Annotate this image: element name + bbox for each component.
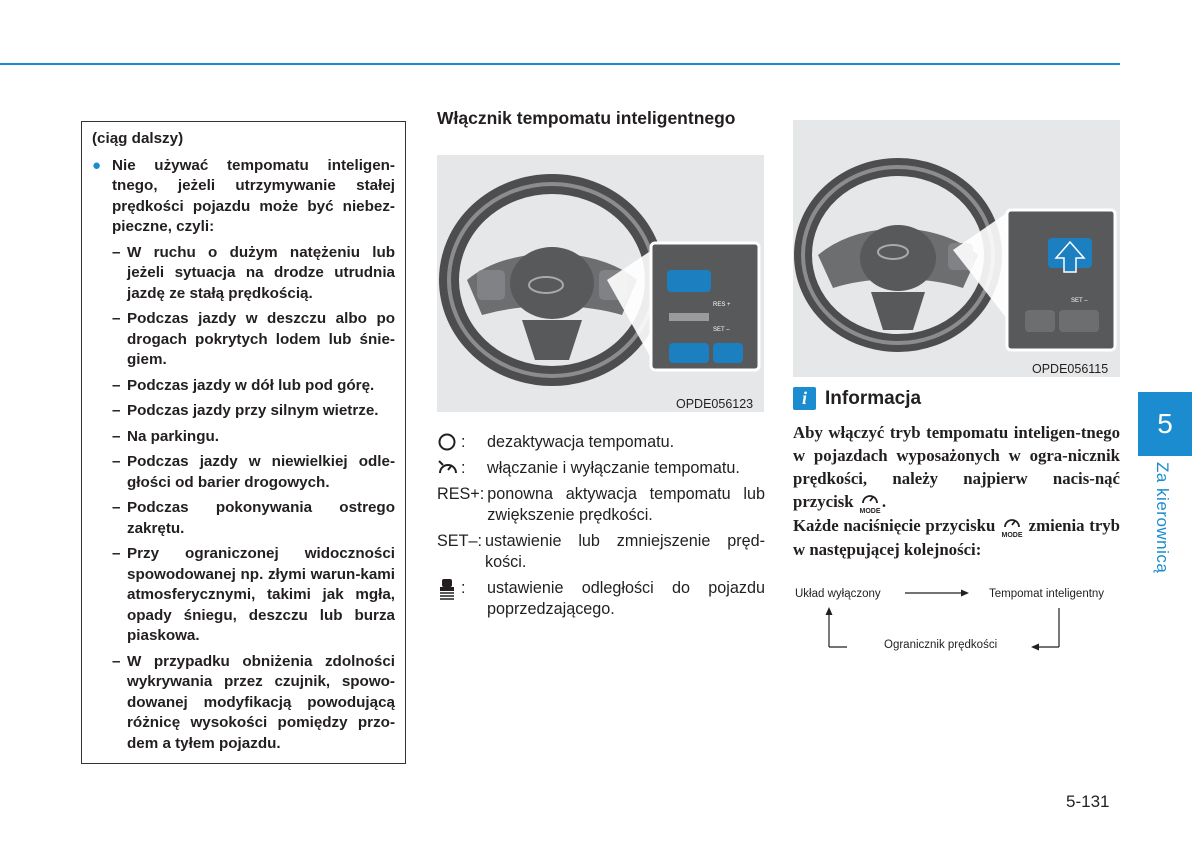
bullet-dot-icon: ● (92, 156, 102, 174)
mode-button-icon (1000, 516, 1024, 538)
steering-wheel-icon (793, 120, 1120, 377)
legend-row: SET–: ustawienie lub zmniejszenie pręd-kości. (437, 532, 765, 571)
info-paragraph: Aby włączyć tryb tempomatu inteligen-tnego w pojazdach wyposażonych w ogra-nicznik prędkości, należy najpierw nacis-nąć przycisk MODE . (793, 423, 1120, 515)
image-caption: OPDE056115 (1032, 362, 1109, 376)
warning-bullet-text: Nie używać tempomatu inteligen-tnego, jeżeli utrzymywanie stałej prędkości pojazdu może być niebez-pieczne, czyli: (112, 156, 395, 235)
svg-text:MODE: MODE (859, 508, 881, 515)
warning-item: – W ruchu o dużym natężeniu lub jeżeli sytuacja na drodze utrudnia jazdę ze stałą prędkością. (112, 243, 395, 302)
res-label: RES + (713, 302, 731, 308)
chapter-tab: 5 (1138, 392, 1192, 456)
info-body (793, 421, 1120, 561)
chapter-label: Za kierownicą (1153, 462, 1172, 574)
warning-box (81, 121, 406, 764)
info-header (793, 387, 921, 410)
warning-bullet (92, 156, 395, 238)
continued-label: (ciąg dalszy) (92, 130, 184, 147)
warning-item: – Podczas jazdy przy silnym wietrze. (112, 402, 379, 419)
legend-row: : ustawienie odległości do pojazdu poprzedzającego. (437, 578, 765, 620)
steering-wheel-mode-illustration (793, 120, 1120, 377)
state-limiter-label: Ogranicznik prędkości (884, 639, 998, 651)
set-label: SET – (1071, 298, 1088, 304)
header-rule (0, 63, 1120, 65)
state-smart-label: Tempomat inteligentny (989, 588, 1105, 600)
legend-row: : dezaktywacja tempomatu. (437, 432, 765, 453)
mode-button-icon (858, 492, 882, 514)
state-off-label: Układ wyłączony (795, 588, 881, 600)
steering-wheel-icon (437, 155, 764, 412)
legend-row: RES+: ponowna aktywacja tempomatu lub zwiększenie prędkości. (437, 485, 765, 524)
image-caption: OPDE056123 (676, 397, 754, 411)
warning-item: – Podczas jazdy w dół lub pod górę. (112, 376, 375, 394)
info-paragraph: Każde naciśnięcie przycisku MODE zmienia tryb w następującej kolejności: (793, 516, 1120, 560)
legend-row: : włączanie i wyłączanie tempomatu. (437, 458, 765, 479)
warning-item: – Na parkingu. (112, 427, 219, 445)
control-legend (437, 432, 765, 625)
info-title: Informacja (825, 387, 922, 409)
warning-item: – Podczas jazdy w niewielkiej odle-głości od barier drogowych. (112, 453, 395, 491)
section-heading: Włącznik tempomatu inteligentnego (437, 108, 736, 128)
info-icon: i (793, 387, 816, 410)
warning-item: – Podczas jazdy w deszczu albo po drogach pokrytych lodem lub śnie-giem. (112, 310, 395, 368)
warning-item: – Podczas pokonywania ostrego zakrętu. (112, 499, 395, 537)
warning-item: – W przypadku obniżenia zdolności wykrywania przez czujnik, spowo-dowanej modyfikacją powodującą różnicę wysokości pomiędzy przo-dem a tyłem pojazdu. (112, 652, 395, 752)
circle-icon (437, 432, 457, 452)
warning-item: – Przy ograniczonej widoczności spowodowanej np. złymi warun-kami atmosferycznymi, takimi jak mgła, opady śniegu, deszczu lub burza piaskowa. (112, 545, 395, 644)
steering-wheel-illustration (437, 155, 764, 412)
cruise-speedometer-icon (437, 458, 459, 478)
set-label: SET – (713, 327, 730, 333)
svg-text:MODE: MODE (1001, 532, 1023, 539)
vehicle-distance-icon (437, 578, 457, 600)
mode-flow-diagram (793, 580, 1120, 660)
page-number: 5-131 (1066, 792, 1110, 811)
flow-arrows (793, 580, 1120, 660)
